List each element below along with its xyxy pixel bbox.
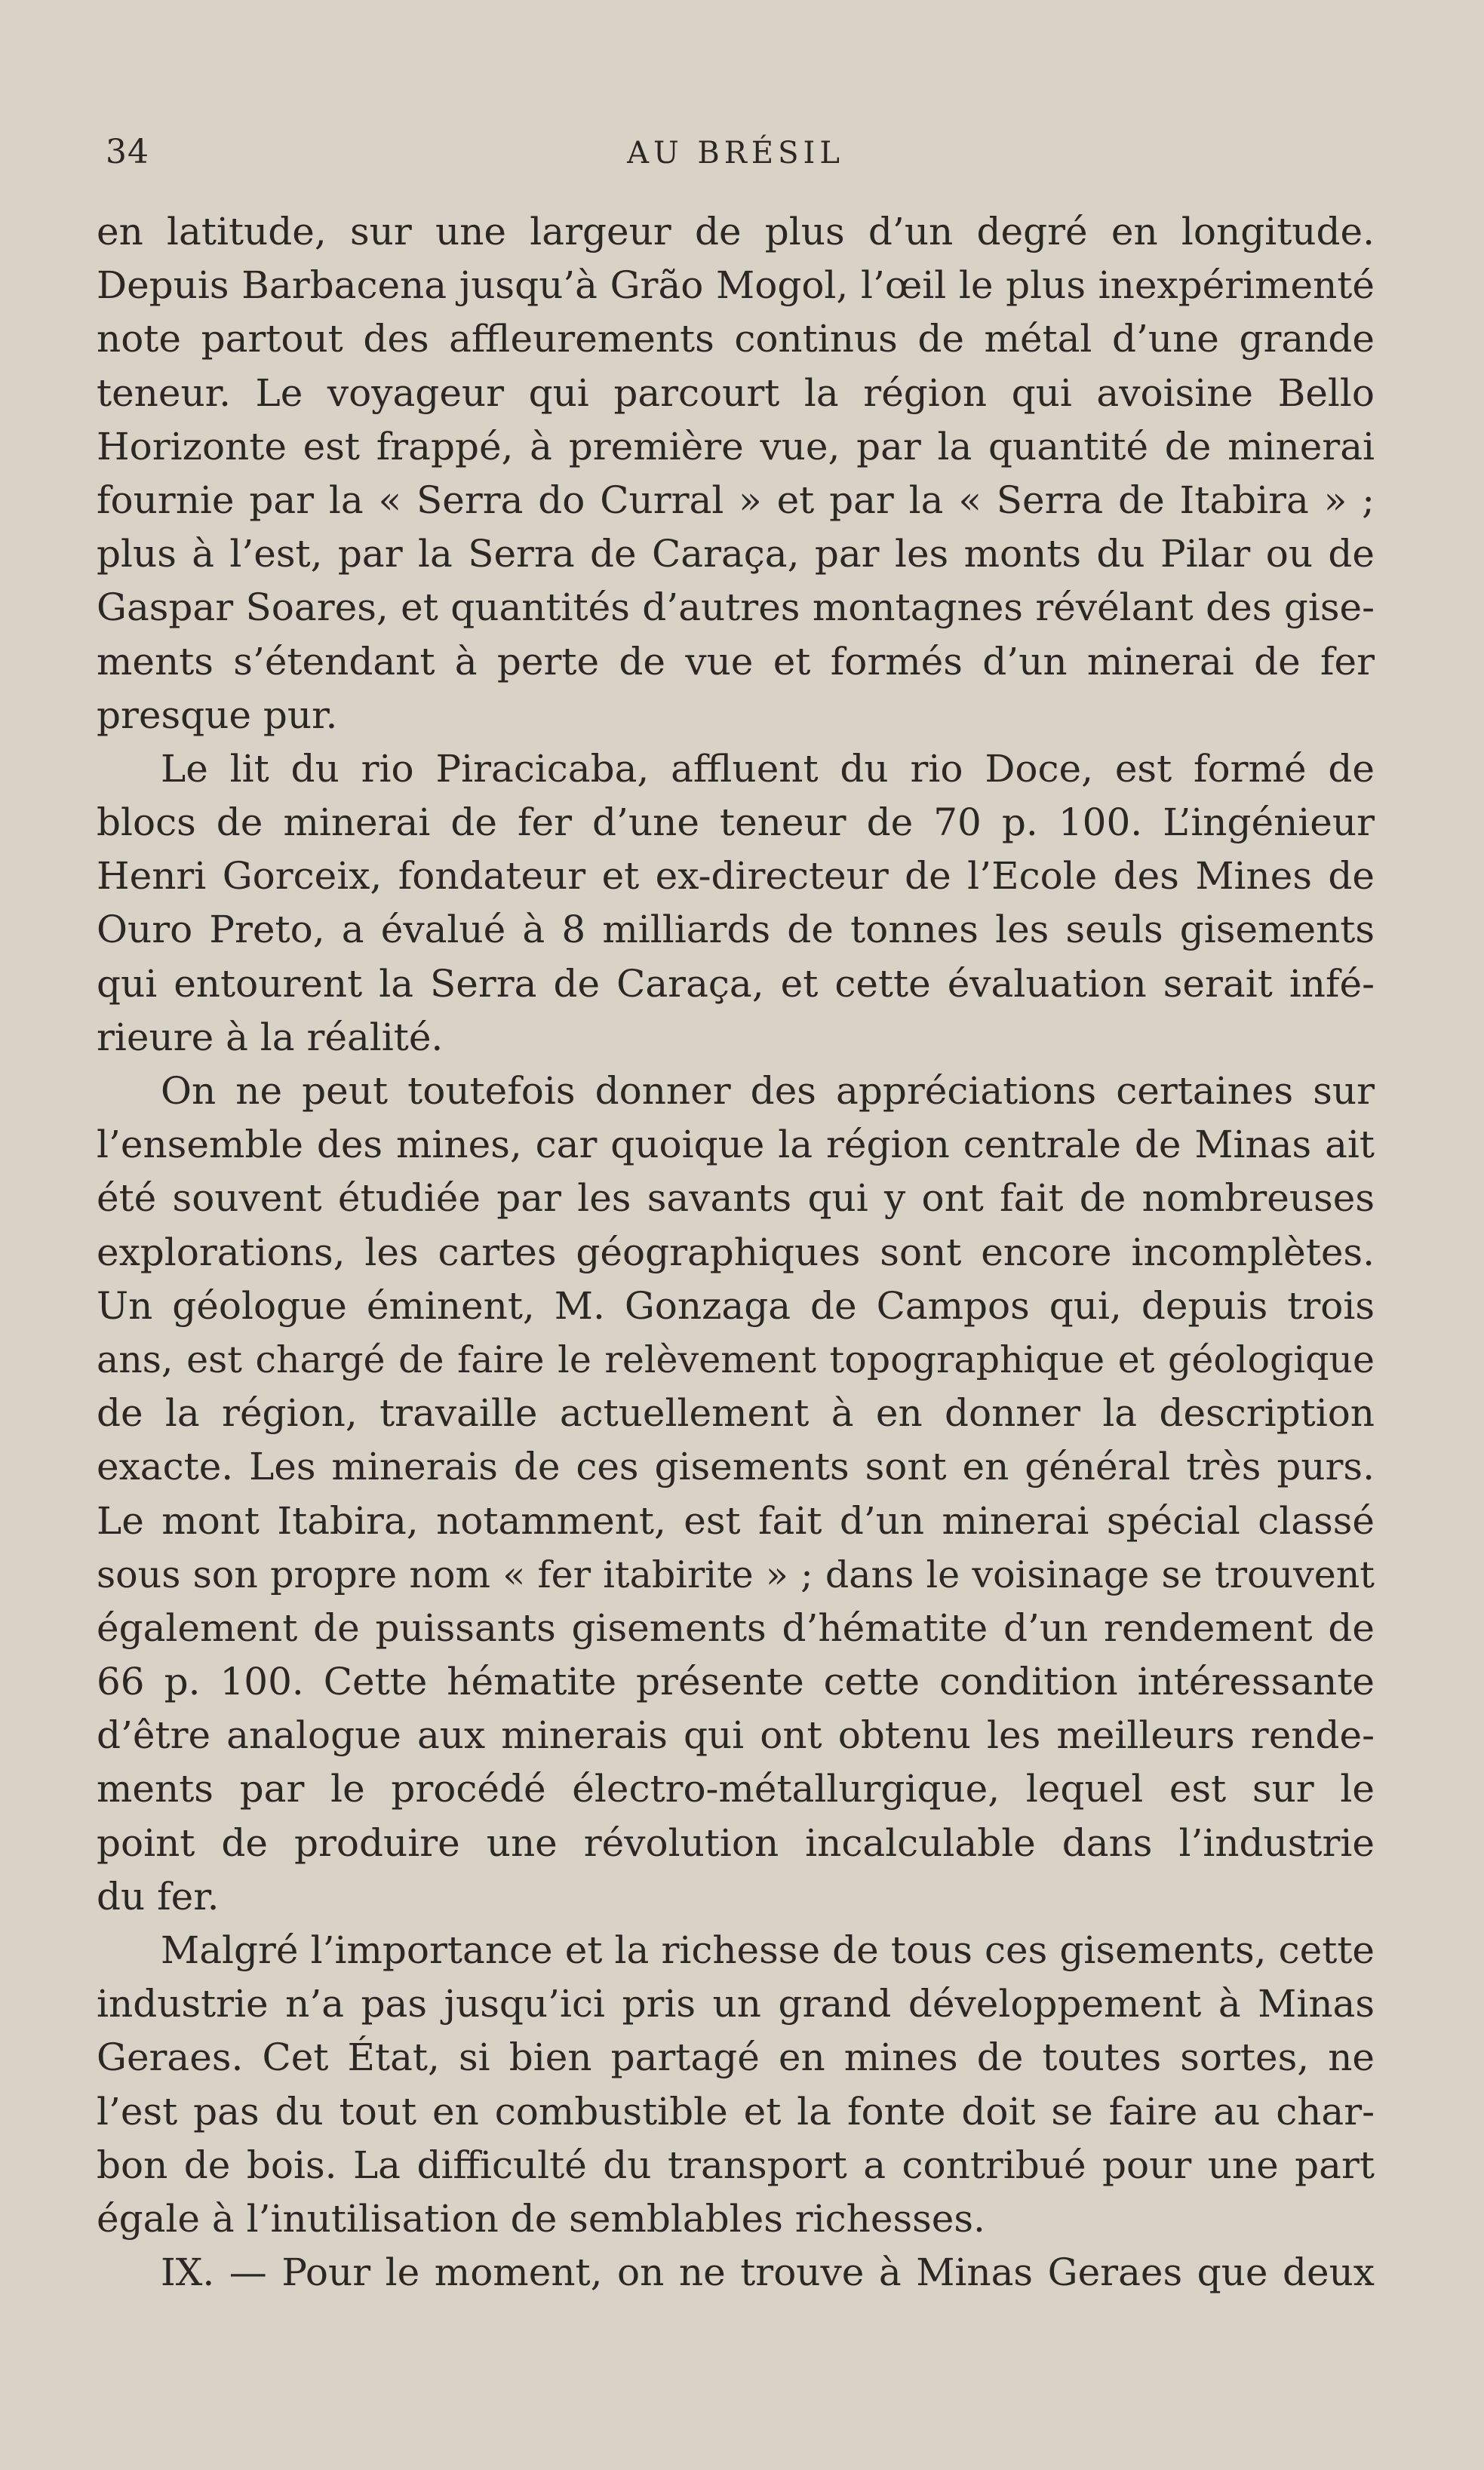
text-line: fournie par la « Serra do Curral » et par la « Serra de Itabira » ; bbox=[97, 478, 1375, 522]
text-line: d’être analogue aux minerais qui ont obtenu les meilleurs rende- bbox=[97, 1713, 1375, 1758]
text-line: exacte. Les minerais de ces gisements sont en général très purs. bbox=[97, 1445, 1375, 1489]
text-line: Ouro Preto, a évalué à 8 milliards de tonnes les seuls gisements bbox=[97, 908, 1375, 952]
text-line: en latitude, sur une largeur de plus d’un degré en longitude. bbox=[97, 210, 1375, 253]
text-line: également de puissants gisements d’hématite d’un rendement de bbox=[97, 1605, 1375, 1650]
text-line: Depuis Barbacena jusqu’à Grão Mogol, l’œil le plus inexpérimenté bbox=[97, 263, 1375, 308]
text-line: Le mont Itabira, notamment, est fait d’un minerai spécial classé bbox=[97, 1498, 1375, 1543]
running-title: AU BRÉSIL bbox=[627, 136, 844, 171]
text-line: l’est pas du tout en combustible et la fonte doit se faire au char- bbox=[97, 2089, 1375, 2134]
text-line: Le lit du rio Piracicaba, affluent du rio Doce, est formé de bbox=[161, 746, 1375, 791]
text-line: Horizonte est frappé, à première vue, par la quantité de minerai bbox=[97, 424, 1375, 469]
page-number: 34 bbox=[106, 133, 149, 171]
text-line: été souvent étudiée par les savants qui y ont fait de nombreuses bbox=[97, 1176, 1375, 1221]
text-line: On ne peut toutefois donner des appréciations certaines sur bbox=[161, 1069, 1375, 1113]
text-line: point de produire une révolution incalculable dans l’industrie bbox=[97, 1820, 1375, 1865]
text-line: ments s’étendant à perte de vue et formés d’un minerai de fer bbox=[97, 639, 1375, 684]
text-line: blocs de minerai de fer d’une teneur de 70 p. 100. L’ingénieur bbox=[97, 800, 1375, 845]
text-line: égale à l’inutilisation de semblables richesses. bbox=[97, 2196, 985, 2241]
text-line: l’ensemble des mines, car quoique la région centrale de Minas ait bbox=[97, 1123, 1375, 1167]
text-line: sous son propre nom « fer itabirite » ; dans le voisinage se trouvent bbox=[97, 1553, 1375, 1596]
text-line: ments par le procédé électro-métallurgique, lequel est sur le bbox=[97, 1767, 1375, 1811]
text-line: Un géologue éminent, M. Gonzaga de Campos qui, depuis trois bbox=[97, 1283, 1375, 1328]
text-line: Geraes. Cet État, si bien partagé en mines de toutes sortes, ne bbox=[97, 2035, 1375, 2080]
text-line: de la région, travaille actuellement à en donner la description bbox=[97, 1391, 1375, 1436]
text-line: bon de bois. La difficulté du transport a contribué pour une part bbox=[97, 2143, 1375, 2187]
text-line: 66 p. 100. Cette hématite présente cette condition intéressante bbox=[97, 1660, 1375, 1704]
text-line: Gaspar Soares, et quantités d’autres montagnes révélant des gise- bbox=[97, 585, 1375, 630]
text-line: teneur. Le voyageur qui parcourt la région qui avoisine Bello bbox=[97, 370, 1375, 415]
text-line: presque pur. bbox=[97, 693, 338, 737]
text-line: explorations, les cartes géographiques sont encore incomplètes. bbox=[97, 1230, 1375, 1274]
text-line: qui entourent la Serra de Caraça, et cette évaluation serait infé- bbox=[97, 961, 1375, 1006]
text-line: rieure à la réalité. bbox=[97, 1015, 444, 1059]
text-line: note partout des affleurements continus de métal d’une grande bbox=[97, 317, 1375, 361]
text-line: plus à l’est, par la Serra de Caraça, par les monts du Pilar ou de bbox=[97, 532, 1375, 576]
text-line: industrie n’a pas jusqu’ici pris un grand développement à Minas bbox=[97, 1982, 1375, 2026]
body-text bbox=[97, 205, 1375, 2299]
page-header bbox=[98, 133, 1373, 178]
text-line: Henri Gorceix, fondateur et ex-directeur de l’Ecole des Mines de bbox=[97, 854, 1375, 899]
text-line: IX. — Pour le moment, on ne trouve à Minas Geraes que deux bbox=[161, 2250, 1375, 2295]
text-line: du fer. bbox=[97, 1874, 220, 1919]
text-line: Malgré l’importance et la richesse de tous ces gisements, cette bbox=[161, 1928, 1375, 1972]
text-line: ans, est chargé de faire le relèvement topographique et géologique bbox=[97, 1338, 1375, 1381]
